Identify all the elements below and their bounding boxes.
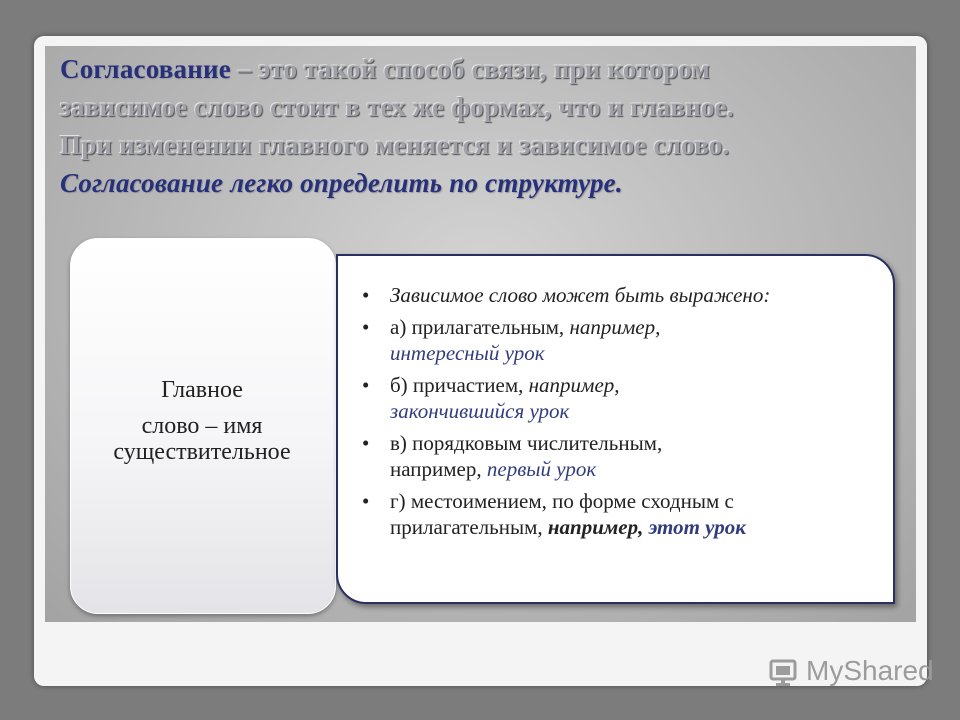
bullet-hint: например, [547, 515, 644, 539]
bullet-hint: например, [569, 315, 661, 339]
list-item [362, 488, 862, 540]
bullet-example: первый урок [486, 457, 597, 481]
list-item [362, 430, 862, 482]
bullet-text: а) прилагательным, [390, 315, 570, 339]
bullet-hint: например, [390, 457, 487, 481]
watermark-text: MyShared [806, 655, 934, 686]
myshared-logo-icon [768, 654, 802, 688]
bullet-text: в) порядковым числительным, [390, 431, 663, 455]
main-word-line2: слово – имя [141, 413, 263, 439]
main-word-line3: существительное [113, 439, 291, 465]
slide-headline [60, 50, 910, 202]
list-item [362, 372, 862, 424]
bullet-text: б) причастием, [390, 373, 529, 397]
headline-line2: зависимое слово стоит в тех же формах, что и главное. [60, 92, 734, 122]
main-word-text [70, 372, 334, 470]
bullet-text: г) местоимением, по форме сходным с прилагательным, [390, 489, 734, 539]
headline-line4: Согласование легко определить по структуре. [60, 168, 623, 198]
myshared-watermark [768, 654, 934, 688]
bullet-hint: например, [528, 373, 620, 397]
list-item [362, 282, 862, 308]
dependent-word-list [362, 282, 862, 546]
headline-line1: – это такой способ связи, при котором [230, 54, 710, 84]
bullet-example: закончившийся урок [390, 399, 570, 423]
bullet-example: интересный урок [390, 341, 545, 365]
bullet-example: этот урок [648, 515, 746, 539]
bullet-text: Зависимое слово может быть выражено: [390, 283, 771, 307]
list-item [362, 314, 862, 366]
headline-term: Согласование [60, 54, 231, 84]
main-word-line1: Главное [161, 377, 243, 403]
headline-line3: При изменении главного меняется и зависимое слово. [60, 130, 730, 160]
